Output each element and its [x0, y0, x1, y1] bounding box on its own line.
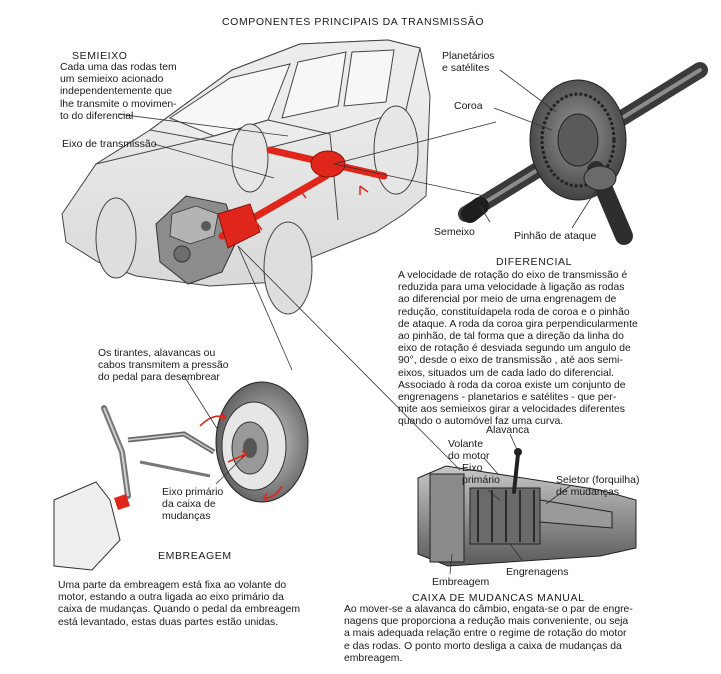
clutch-rod	[140, 462, 210, 476]
diff-pinion	[584, 166, 616, 190]
label-volante: Volante do motor	[448, 438, 490, 462]
diferencial-text: A velocidade de rotação do eixo de transmissão é reduzida para uma velocidade à ligação as rodas ao diferencial por meio de uma engrenagem de redução, constituídapela roda de coroa e o pinhão de ataque. A roda da coroa gira perpendicularmente ao pinhão, de tal forma que a direção da linha do eixo de rotação é desviada segundo um angulo de 90°, desde o eixo de transmissão , até aos semi- eixos, situados um de cada lado do diferencial. Associado à roda da coroa existe um conjunto de engrenagens - planetarios e satélites - que per- mite aos semieixos girar a velocidades diferentes quando o automóvel faz uma curva.	[398, 270, 638, 428]
embreagem-text: Uma parte da embreagem está fixa ao volante do motor, estando a outra ligada ao eixo primário da caixa de mudanças. Quando o pedal da embreagem está levantado, estas duas partes estão unidas.	[58, 580, 301, 628]
label-eixo-primario: Eixo primário	[462, 462, 500, 486]
label-alavanca: Alavanca	[486, 424, 530, 436]
label-planetarios: Planetários e satélites	[442, 50, 495, 74]
pedal-arm	[104, 408, 128, 496]
front-wheel-near	[96, 198, 136, 278]
label-pinhao: Pinhão de ataque	[514, 230, 597, 242]
semieixo-heading: SEMIEIXO	[72, 50, 128, 62]
label-semieixo-diff: Semeixo	[434, 226, 475, 238]
rear-wheel-near	[264, 222, 312, 314]
diferencial-heading: DIFERENCIAL	[496, 256, 573, 268]
clutch-linkage	[128, 434, 214, 452]
caixa-text: Ao mover-se a alavanca do câmbio, engata-se o par de engre- nagens que proporciona a redução mais conveniente, ou seja a mais adequada relação entre o regime de rotação do motor e das rodas. O ponto morto desliga a caixa de mudanças da embreagem.	[344, 604, 633, 664]
differential-housing	[311, 151, 345, 177]
pedal-mount	[54, 482, 120, 570]
gearbox-detail	[418, 448, 636, 566]
label-tirantes: Os tirantes, alavancas ou cabos transmitem a pressão do pedal para desembrear	[98, 348, 229, 384]
clutch-assembly	[54, 382, 308, 570]
embreagem-heading: EMBREAGEM	[158, 550, 232, 562]
label-eixo-transmissao: Eixo de transmissão	[62, 138, 157, 150]
label-eixo-primario-caixa: Eixo primário da caixa de mudanças	[162, 486, 224, 522]
semieixo-text: Cada uma das rodas tem um semieixo acionado independentemente que lhe transmite o movimen- to do diferencial	[60, 62, 177, 122]
label-coroa: Coroa	[454, 100, 483, 112]
label-engrenagens: Engrenagens	[506, 566, 569, 578]
front-wheel-far	[232, 124, 268, 192]
label-seletor: Seletor (forquilha) de mudanças	[556, 474, 640, 498]
label-embreagem: Embreagem	[432, 576, 490, 588]
side-window-2	[344, 50, 394, 106]
caixa-heading: CAIXA DE MUDANCAS MANUAL	[412, 592, 585, 604]
page-title: COMPONENTES PRINCIPAIS DA TRANSMISSÃO	[222, 16, 485, 28]
